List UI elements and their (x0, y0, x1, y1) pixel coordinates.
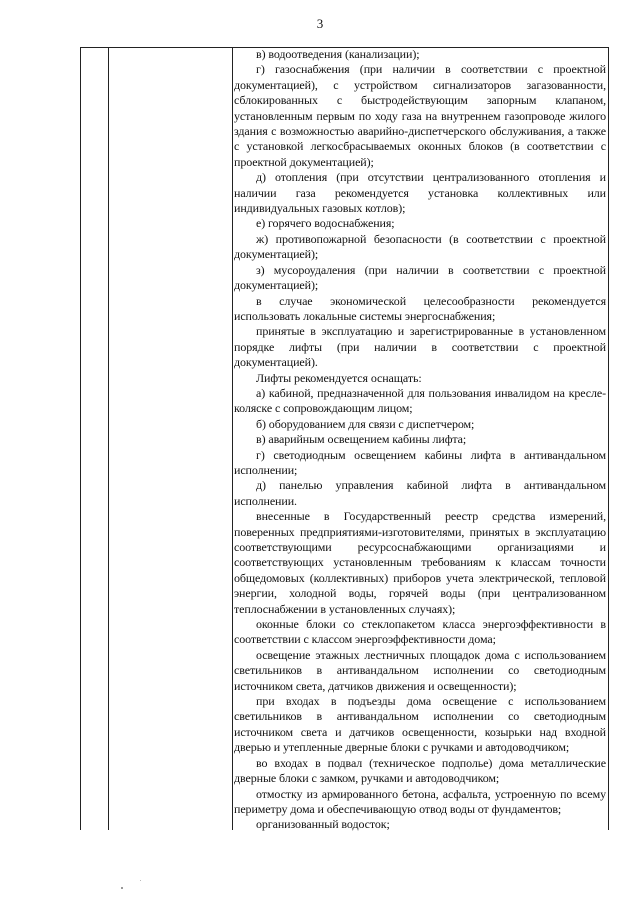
paragraph: г) газоснабжения (при наличии в соответствии с проектной документацией), с устройством сигнализаторов загазованности, сблокированных с быстродействующим запорным клапаном, установленным первым по ходу газа на внутреннем газопроводе жилого здания с возможностью аварийно-диспетчерского обслуживания, а также с установкой легкосбрасываемых оконных блоков (в соответствии с проектной документацией); (234, 62, 606, 169)
paragraph: е) горячего водоснабжения; (256, 216, 395, 231)
scan-speck (140, 880, 141, 881)
paragraph: в случае экономической целесообразности рекомендуется использовать локальные системы энергоснабжения; (234, 293, 606, 323)
paragraph: при входах в подъезды дома освещение с использованием светильников в антивандальном исполнении со светодиодным источником света и датчиков освещенности, козырьки над входной дверью и утепленные дверные блоки с ручками и автодоводчиком; (234, 694, 606, 755)
paragraph: в) водоотведения (канализации); (256, 47, 420, 61)
page-number: 3 (316, 16, 324, 31)
paragraph: освещение этажных лестничных площадок дома с использованием светильников в антивандальном исполнении со светодиодным источником света, датчиков движения и освещенности); (234, 647, 606, 693)
table-right-border (608, 47, 609, 830)
paragraph: во входах в подвал (техническое подполье) дома металлические дверные блоки с замком, ручками и автодоводчиком; (234, 755, 606, 786)
paragraph: оконные блоки со стеклопакетом класса энергоэффективности в соответствии с классом энергоэффективности дома; (234, 617, 606, 647)
paragraph: отмостку из армированного бетона, асфальта, устроенную по всему периметру дома и обеспечивающую отвод воды от фундаментов; (234, 786, 606, 816)
table-left-border (80, 47, 81, 830)
requirements-text-cell (234, 47, 606, 833)
paragraph: Лифты рекомендуется оснащать: (256, 370, 422, 385)
paragraph: з) мусороудаления (при наличии в соответствии с проектной документацией); (234, 262, 606, 293)
paragraph: внесенные в Государственный реестр средства измерений, поверенных предприятиями-изготовителями, принятых в эксплуатацию соответствующими ресурсоснабжающими организациями и соответствующих установленным требованиям к классам точности общедомовых (коллективных) приборов учета электрической, тепловой энергии, холодной воды, горячей воды (при централизованном теплоснабжении в установленных случаях); (234, 509, 606, 616)
paragraph: а) кабиной, предназначенной для пользования инвалидом на кресле-коляске с сопровождающим лицом; (234, 385, 606, 416)
paragraph: б) оборудованием для связи с диспетчером; (256, 416, 475, 431)
table-column-divider-1 (108, 47, 109, 830)
requirements-table (80, 47, 609, 830)
table-column-divider-2 (232, 47, 233, 830)
paragraph: г) светодиодным освещением кабины лифта в антивандальном исполнении; (234, 447, 606, 477)
paragraph: д) панелью управления кабиной лифта в антивандальном исполнении. (234, 478, 606, 508)
paragraph: ж) противопожарной безопасности (в соответствии с проектной документацией); (234, 231, 606, 262)
paragraph: в) аварийным освещением кабины лифта; (256, 432, 467, 447)
scan-speck (121, 887, 123, 889)
paragraph: д) отопления (при отсутствии централизованного отопления и наличии газа рекомендуется установка коллективных или индивидуальных газовых котлов); (234, 170, 606, 216)
paragraph: принятые в эксплуатацию и зарегистрированные в установленном порядке лифты (при наличии в соответствии с проектной документацией). (234, 324, 606, 370)
paragraph: организованный водосток; (256, 817, 390, 832)
